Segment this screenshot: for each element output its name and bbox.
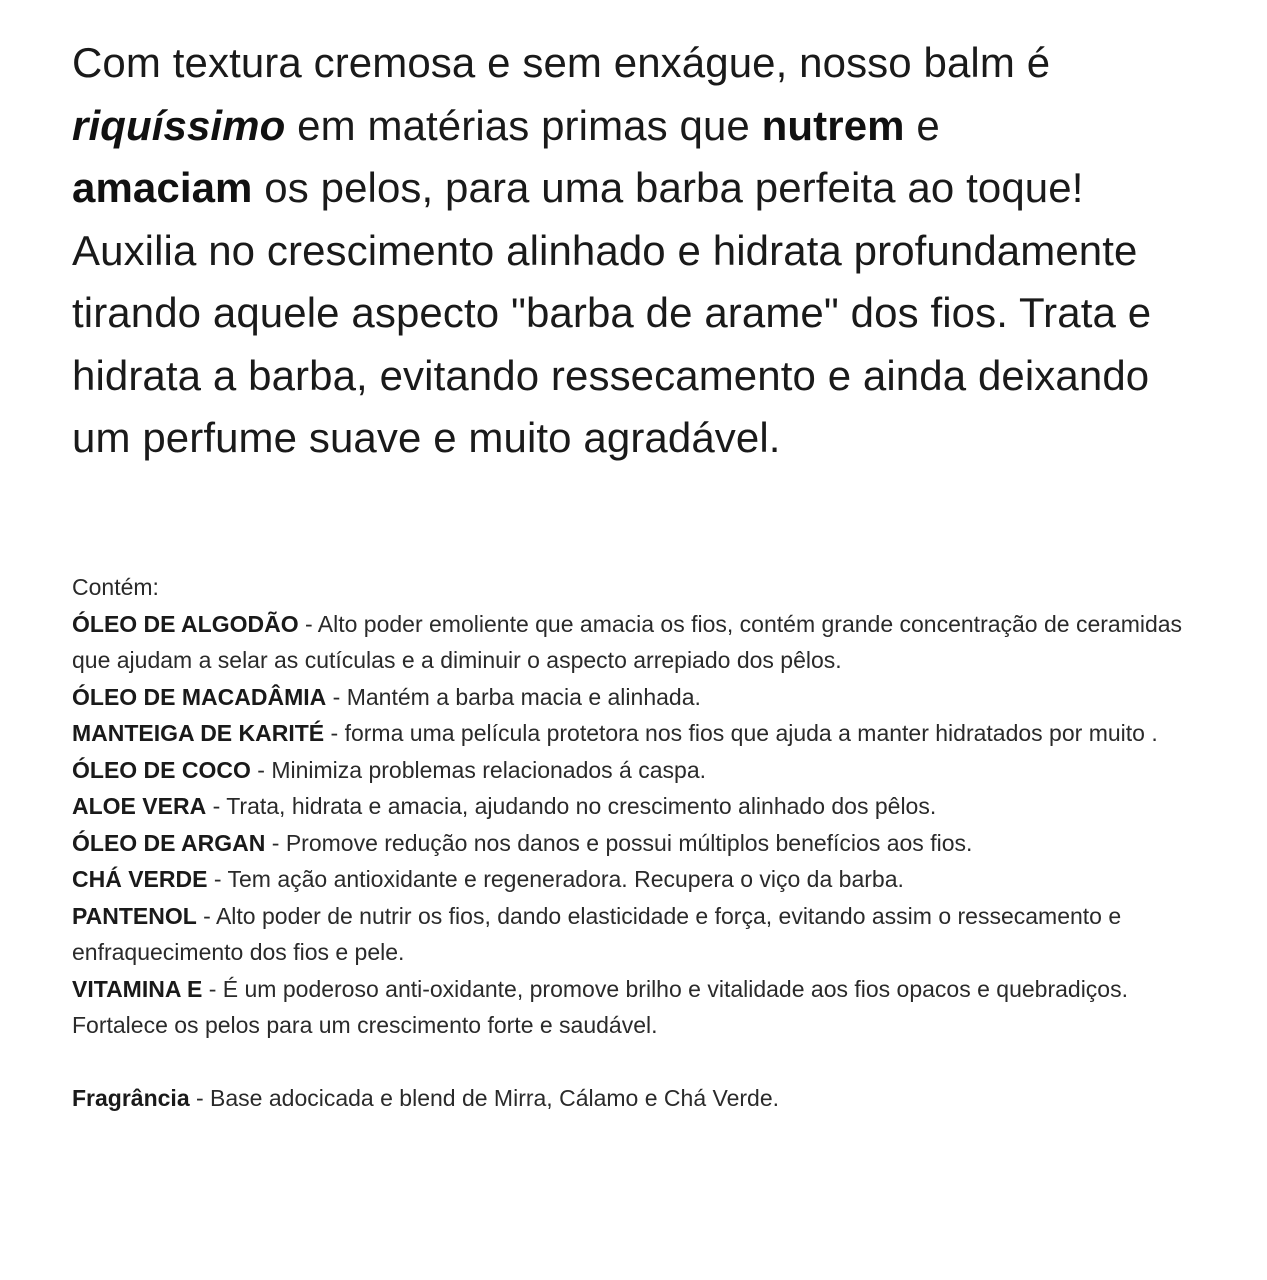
- ingredient-name: ÓLEO DE COCO: [72, 756, 251, 783]
- ingredient-desc: - Mantém a barba macia e alinhada.: [326, 683, 701, 710]
- ingredient-desc: - Minimiza problemas relacionados á caspa.: [250, 756, 706, 783]
- ingredient-item: [72, 606, 1222, 679]
- ingredient-desc: - Tem ação antioxidante e regeneradora. Recupera o viço da barba.: [207, 866, 904, 892]
- ingredient-item: [72, 898, 1222, 971]
- ingredient-name: ALOE VERA: [72, 793, 207, 819]
- ingredient-item: [72, 715, 1222, 752]
- ingredient-desc: - forma uma película protetora nos fios que ajuda a manter hidratados por muito .: [324, 720, 1158, 746]
- ingredient-item: [72, 752, 1222, 789]
- ingredient-name: ÓLEO DE MACADÂMIA: [72, 683, 327, 710]
- section-spacer: [72, 1044, 1222, 1081]
- intro-bold-nutrem: nutrem: [761, 101, 905, 149]
- ingredient-name: ÓLEO DE ARGAN: [72, 829, 266, 856]
- intro-text-1: Com textura cremosa e sem enxágue, nosso balm é: [72, 39, 1051, 86]
- fragrance-desc: - Base adocicada e blend de Mirra, Cálamo e Chá Verde.: [189, 1085, 779, 1111]
- ingredient-item: [72, 971, 1222, 1044]
- ingredient-name: PANTENOL: [72, 902, 197, 929]
- fragrance-label: Fragrância: [72, 1085, 190, 1111]
- ingredient-desc: - Alto poder de nutrir os fios, dando elasticidade e força, evitando assim o ressecamento e enfraquecimento dos fios e pele.: [72, 902, 1122, 965]
- ingredient-item: [72, 788, 1222, 825]
- ingredient-desc: - Promove redução nos danos e possui múltiplos benefícios aos fios.: [265, 829, 973, 856]
- ingredient-desc: - Trata, hidrata e amacia, ajudando no crescimento alinhado dos pêlos.: [206, 793, 937, 819]
- intro-bold-amaciam: amaciam: [72, 164, 253, 211]
- ingredient-name: MANTEIGA DE KARITÉ: [72, 720, 325, 746]
- ingredient-name: ÓLEO DE ALGODÃO: [72, 610, 299, 637]
- intro-text-2: em matérias primas que: [297, 101, 750, 149]
- fragrance-item: [72, 1080, 1222, 1117]
- ingredient-name: CHÁ VERDE: [72, 866, 208, 892]
- ingredient-item: [72, 825, 1222, 862]
- ingredients-section: [72, 569, 1222, 1117]
- ingredient-item: [72, 679, 1222, 716]
- intro-text-3: e: [916, 101, 940, 149]
- ingredient-name: VITAMINA E: [72, 975, 203, 1002]
- intro-paragraph: [72, 32, 1212, 470]
- ingredient-desc: - É um poderoso anti-oxidante, promove brilho e vitalidade aos fios opacos e quebradiços. Fortalece os pelos para um crescimento forte e saudável.: [72, 975, 1128, 1038]
- intro-text-4: os pelos, para uma barba perfeita ao toque! Auxilia no crescimento alinhado e hidrata profundamente tirando aquele aspecto "barba de arame" dos fios. Trata e hidrata a barba, evitando ressecamento e ainda deixando um perfume suave e muito agradável.: [72, 164, 1152, 461]
- ingredient-item: [72, 861, 1222, 898]
- intro-emphasis-riquissimo: riquíssimo: [72, 101, 286, 149]
- contains-label: Contém:: [72, 574, 159, 600]
- ingredient-desc: - Alto poder emoliente que amacia os fios, contém grande concentração de ceramidas que ajudam a selar as cutículas e a diminuir o aspecto arrepiado dos pêlos.: [72, 610, 1183, 673]
- intro-section: [72, 32, 1212, 470]
